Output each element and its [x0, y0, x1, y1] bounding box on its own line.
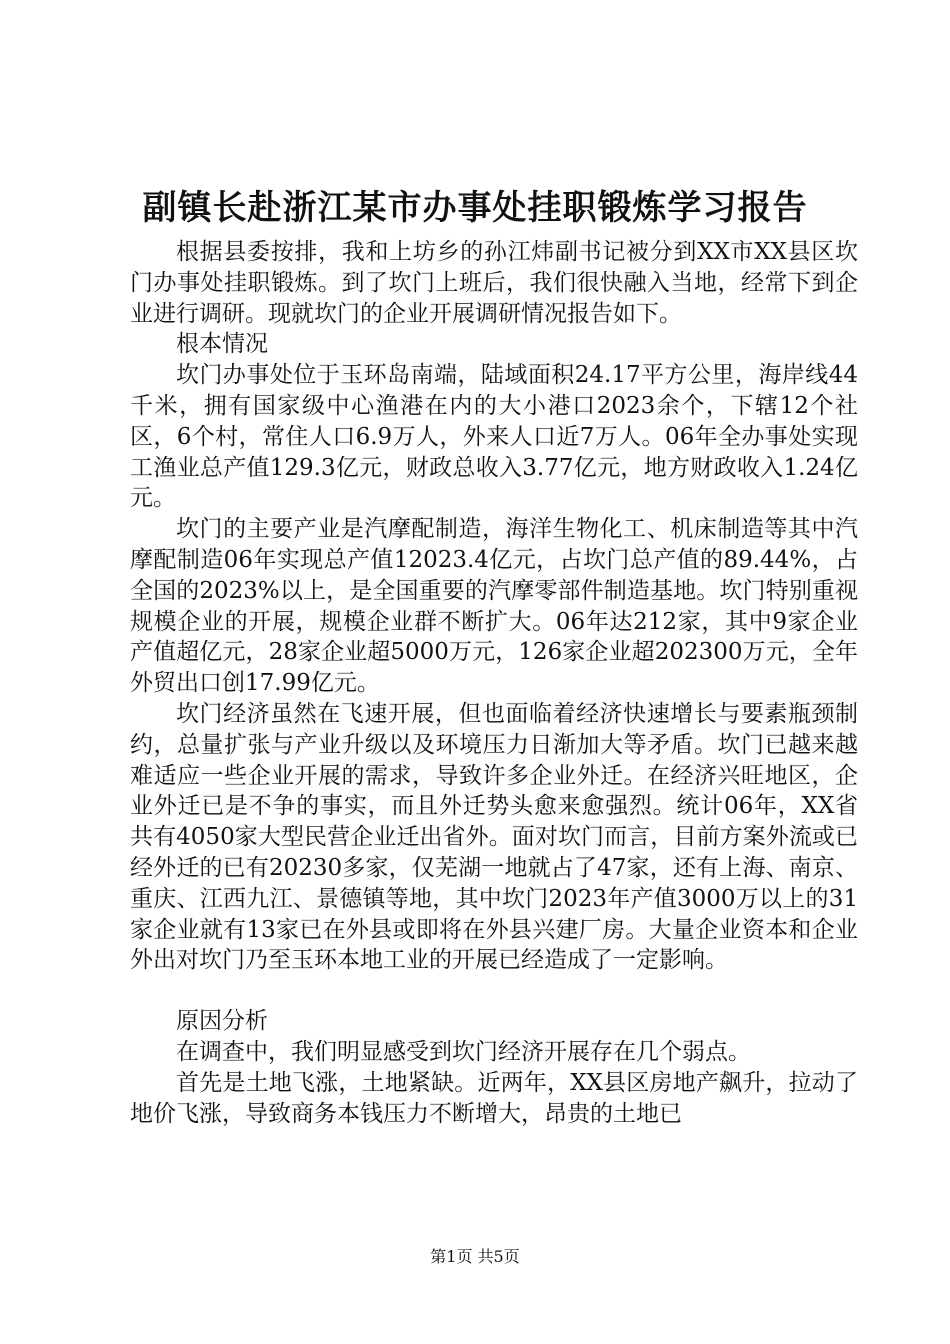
paragraph-challenges: 坎门经济虽然在飞速开展，但也面临着经济快速增长与要素瓶颈制约，总量扩张与产业升级以及环境压力日渐加大等矛盾。坎门已越来越难适应一些企业开展的需求，导致许多企业外迁。在经济兴旺地区，企业外迁已是不争的事实，而且外迁势头愈来愈强烈。统计06年，XX省共有4050家大型民营企业迁出省外。面对坎门而言，目前方案外流或已经外迁的已有20230多家，仅芜湖一地就占了47家，还有上海、南京、重庆、江西九江、景德镇等地，其中坎门2023年产值3000万以上的31家企业就有13家已在外县或即将在外县兴建厂房。大量企业资本和企业外出对坎门乃至玉环本地工业的开展已经造成了一定影响。 — [130, 700, 858, 974]
paragraph-weakness: 在调查中，我们明显感受到坎门经济开展存在几个弱点。 — [176, 1038, 751, 1065]
paragraph-intro: 根据县委按排，我和上坊乡的孙江炜副书记被分到XX市XX县区坎门办事处挂职锻炼。到了坎门上班后，我们很快融入当地，经常下到企业进行调研。现就坎门的企业开展调研情况报告如下。 — [130, 239, 858, 327]
section-heading-basic: 根本情况 — [176, 331, 268, 358]
section-heading-analysis: 原因分析 — [176, 1008, 268, 1035]
paragraph-land: 首先是土地飞涨，土地紧缺。近两年，XX县区房地产飙升，拉动了地价飞涨，导致商务本钱压力不断增大，昂贵的土地已 — [130, 1069, 858, 1127]
paragraph-industry: 坎门的主要产业是汽摩配制造，海洋生物化工、机床制造等其中汽摩配制造06年实现总产值12023.4亿元，占坎门总产值的89.44%，占全国的2023%以上，是全国重要的汽摩零部件制造基地。坎门特别重视规模企业的开展，规模企业群不断扩大。06年达212家，其中9家企业产值超亿元，28家企业超5000万元，126家企业超202300万元，全年外贸出口创17.99亿元。 — [130, 516, 858, 697]
document-body — [130, 237, 858, 1129]
document-title: 副镇长赴浙江某市办事处挂职锻炼学习报告 — [142, 188, 808, 228]
page-footer: 第1页 共5页 — [430, 1247, 520, 1266]
paragraph-overview: 坎门办事处位于玉环岛南端，陆域面积24.17平方公里，海岸线44千米，拥有国家级中心渔港在内的大小港口2023余个，下辖12个社区，6个村，常住人口6.9万人，外来人口近7万人。06年全办事处实现工渔业总产值129.3亿元，财政总收入3.77亿元，地方财政收入1.24亿元。 — [130, 362, 858, 512]
